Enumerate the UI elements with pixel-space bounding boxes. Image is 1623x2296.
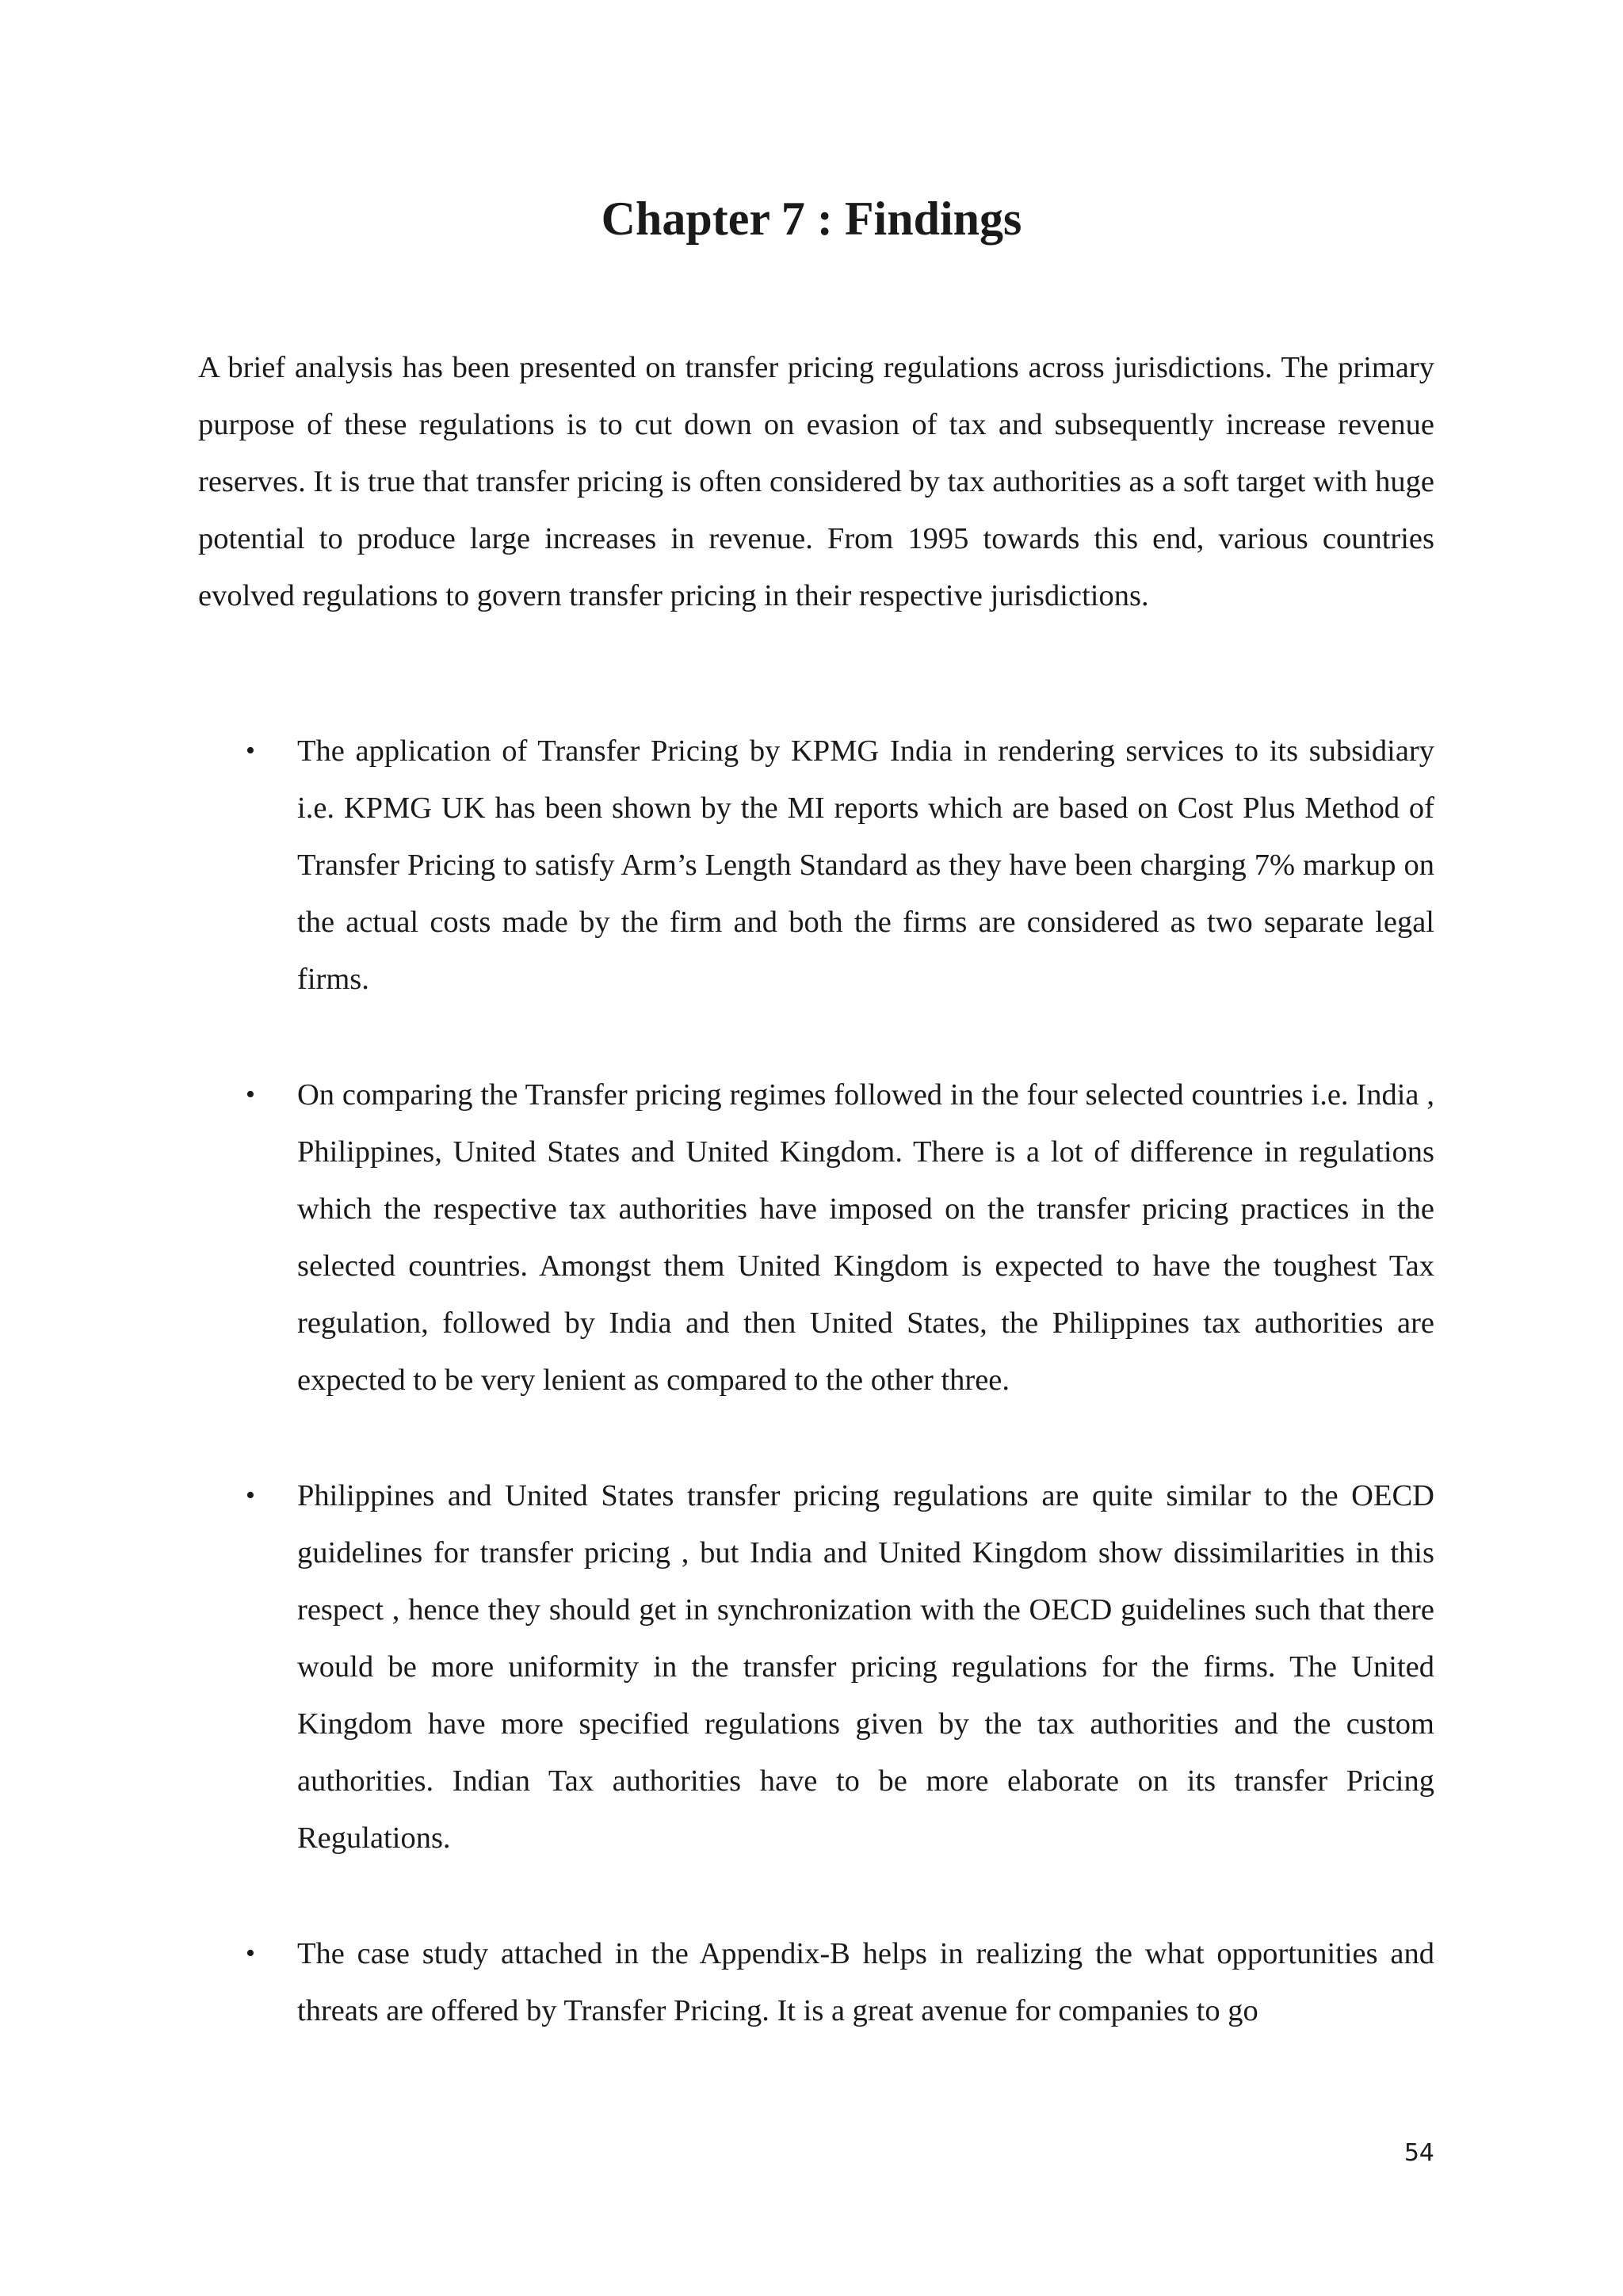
finding-item: [198, 1925, 1434, 2039]
bullet-icon: •: [246, 736, 255, 765]
bullet-icon: •: [246, 1080, 255, 1109]
intro-paragraph: A brief analysis has been presented on transfer pricing regulations across jurisdictions. The primary purpose of these regulations is to cut down on evasion of tax and subsequently increase revenue reserves. It is true that transfer pricing is often considered by tax authorities as a soft target with huge potential to produce large increases in revenue. From 1995 towards this end, various countries evolved regulations to govern transfer pricing in their respective jurisdictions.: [198, 351, 1434, 612]
finding-item: [198, 1066, 1434, 1409]
bullet-icon: •: [246, 1481, 255, 1510]
finding-item: [198, 723, 1434, 1008]
chapter-title: Chapter 7 : Findings: [601, 193, 1022, 245]
finding-text: On comparing the Transfer pricing regimes followed in the four selected countries i.e. India , Philippines, United States and United Kingdom. There is a lot of difference in regulations which the respective tax authorities have imposed on the transfer pricing practices in the selected countries. Amongst them United Kingdom is expected to have the toughest Tax regulation, followed by India and then United States, the Philippines tax authorities are expected to be very lenient as compared to the other three.: [297, 1078, 1434, 1397]
finding-text: Philippines and United States transfer pricing regulations are quite similar to the OECD guidelines for transfer pricing , but India and United Kingdom show dissimilarities in this respect , hence they should get in synchronization with the OECD guidelines such that there would be more uniformity in the transfer pricing regulations for the firms. The United Kingdom have more specified regulations given by the tax authorities and the custom authorities. Indian Tax authorities have to be more elaborate on its transfer Pricing Regulations.: [297, 1479, 1434, 1855]
bullet-icon: •: [246, 1939, 255, 1968]
finding-item: [198, 1467, 1434, 1867]
page-number: 54: [1403, 2139, 1434, 2167]
finding-text: The case study attached in the Appendix-B helps in realizing the what opportunities and threats are offered by Transfer Pricing. It is a great avenue for companies to go: [297, 1937, 1434, 2027]
finding-text: The application of Transfer Pricing by KPMG India in rendering services to its subsidiary i.e. KPMG UK has been shown by the MI reports which are based on Cost Plus Method of Transfer Pricing to satisfy Arm’s Length Standard as they have been charging 7% markup on the actual costs made by the firm and both the firms are considered as two separate legal firms.: [297, 734, 1434, 996]
findings-list: [198, 723, 1434, 2098]
